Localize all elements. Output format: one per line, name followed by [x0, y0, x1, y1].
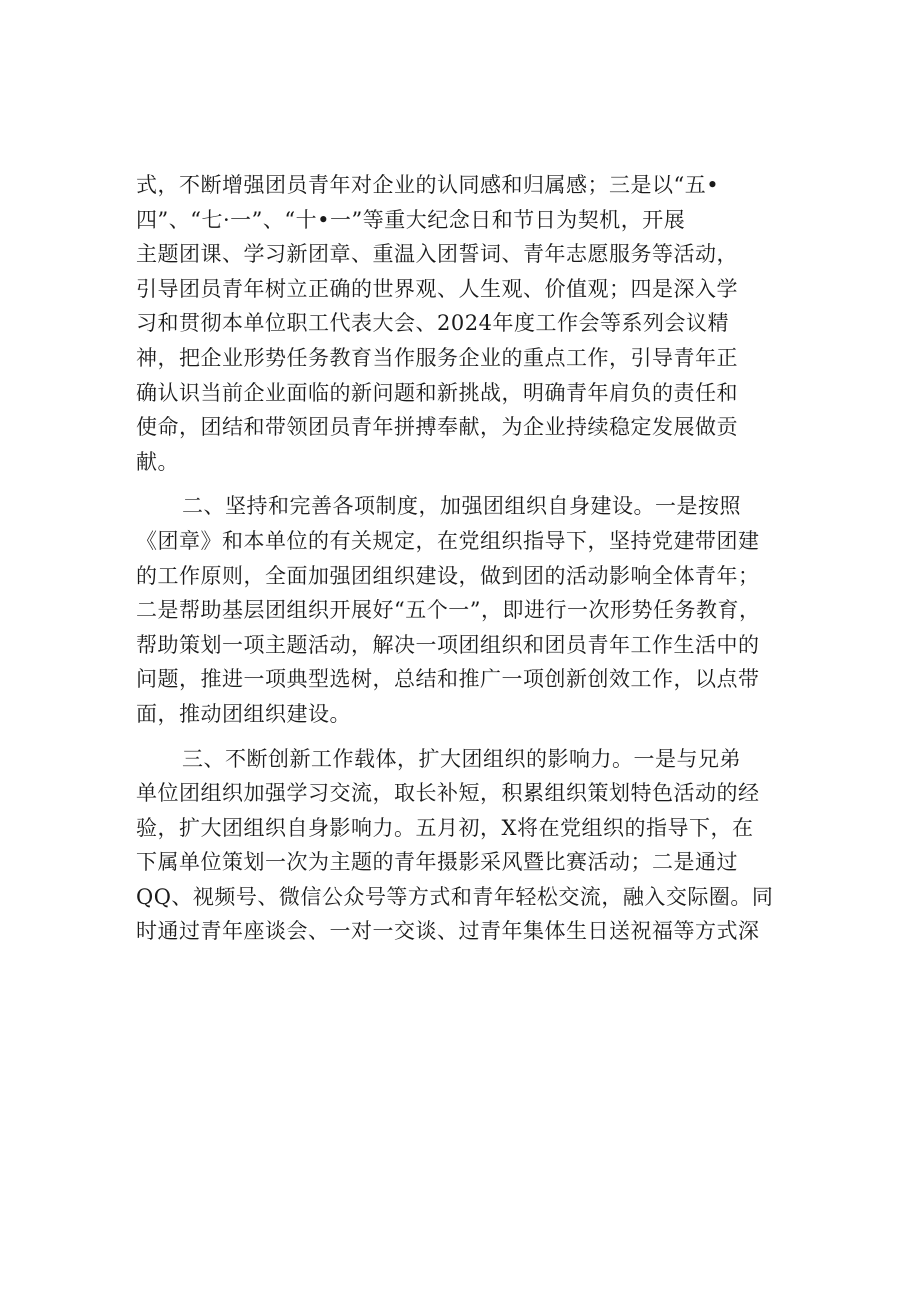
- text-line: 帮助策划一项主题活动，解决一项团组织和团员青年工作生活中的: [136, 632, 760, 657]
- paragraph-2: [136, 489, 796, 731]
- paragraph-spacer: [136, 479, 796, 489]
- text-line: 单位团组织加强学习交流，取长补短，积累组织策划特色活动的经: [136, 781, 760, 806]
- text-line: 神，把企业形势任务教育当作服务企业的重点工作，引导青年正: [136, 345, 738, 370]
- paragraph-1: [136, 168, 796, 479]
- paragraph-3: [136, 742, 796, 950]
- text-line: 确认识当前企业面临的新问题和新挑战，明确青年肩负的责任和: [136, 380, 738, 405]
- text-line: 二、坚持和完善各项制度，加强团组织自身建设。一是按照: [182, 494, 741, 519]
- text-line: 问题，推进一项典型选树，总结和推广一项创新创效工作，以点带: [136, 667, 760, 692]
- document-body: [136, 168, 796, 949]
- text-line: 式，不断增强团员青年对企业的认同感和归属感；三是以“五•: [136, 173, 720, 197]
- text-line: 献。: [136, 449, 179, 474]
- text-line: 使命，团结和带领团员青年拼搏奉献，为企业持续稳定发展做贡: [136, 415, 738, 440]
- text-line: 二是帮助基层团组织开展好“五个一”，即进行一次形势任务教育，: [136, 598, 761, 623]
- text-line: 主题团课、学习新团章、重温入团誓词、青年志愿服务等活动，: [136, 242, 738, 267]
- text-line: 习和贯彻本单位职工代表大会、2024年度工作会等系列会议精: [136, 311, 729, 336]
- text-line: 面，推动团组织建设。: [136, 701, 351, 726]
- text-line: 验，扩大团组织自身影响力。五月初，X将在党组织的指导下，在: [136, 815, 754, 840]
- text-line: 《团章》和本单位的有关规定，在党组织指导下，坚持党建带团建: [136, 528, 760, 553]
- text-line: 四”、“七·一”、“十•一”等重大纪念日和节日为契机，开展: [136, 207, 686, 232]
- text-line: 时通过青年座谈会、一对一交谈、过青年集体生日送祝福等方式深: [136, 919, 760, 944]
- text-line: 的工作原则，全面加强团组织建设，做到团的活动影响全体青年；: [136, 563, 760, 588]
- text-line: QQ、视频号、微信公众号等方式和青年轻松交流，融入交际圈。同: [136, 884, 774, 909]
- paragraph-spacer: [136, 732, 796, 742]
- text-line: 三、不断创新工作载体，扩大团组织的影响力。一是与兄弟: [182, 746, 741, 771]
- text-line: 引导团员青年树立正确的世界观、人生观、价值观；四是深入学: [136, 276, 738, 301]
- text-line: 下属单位策划一次为主题的青年摄影采风暨比赛活动；二是通过: [136, 850, 738, 875]
